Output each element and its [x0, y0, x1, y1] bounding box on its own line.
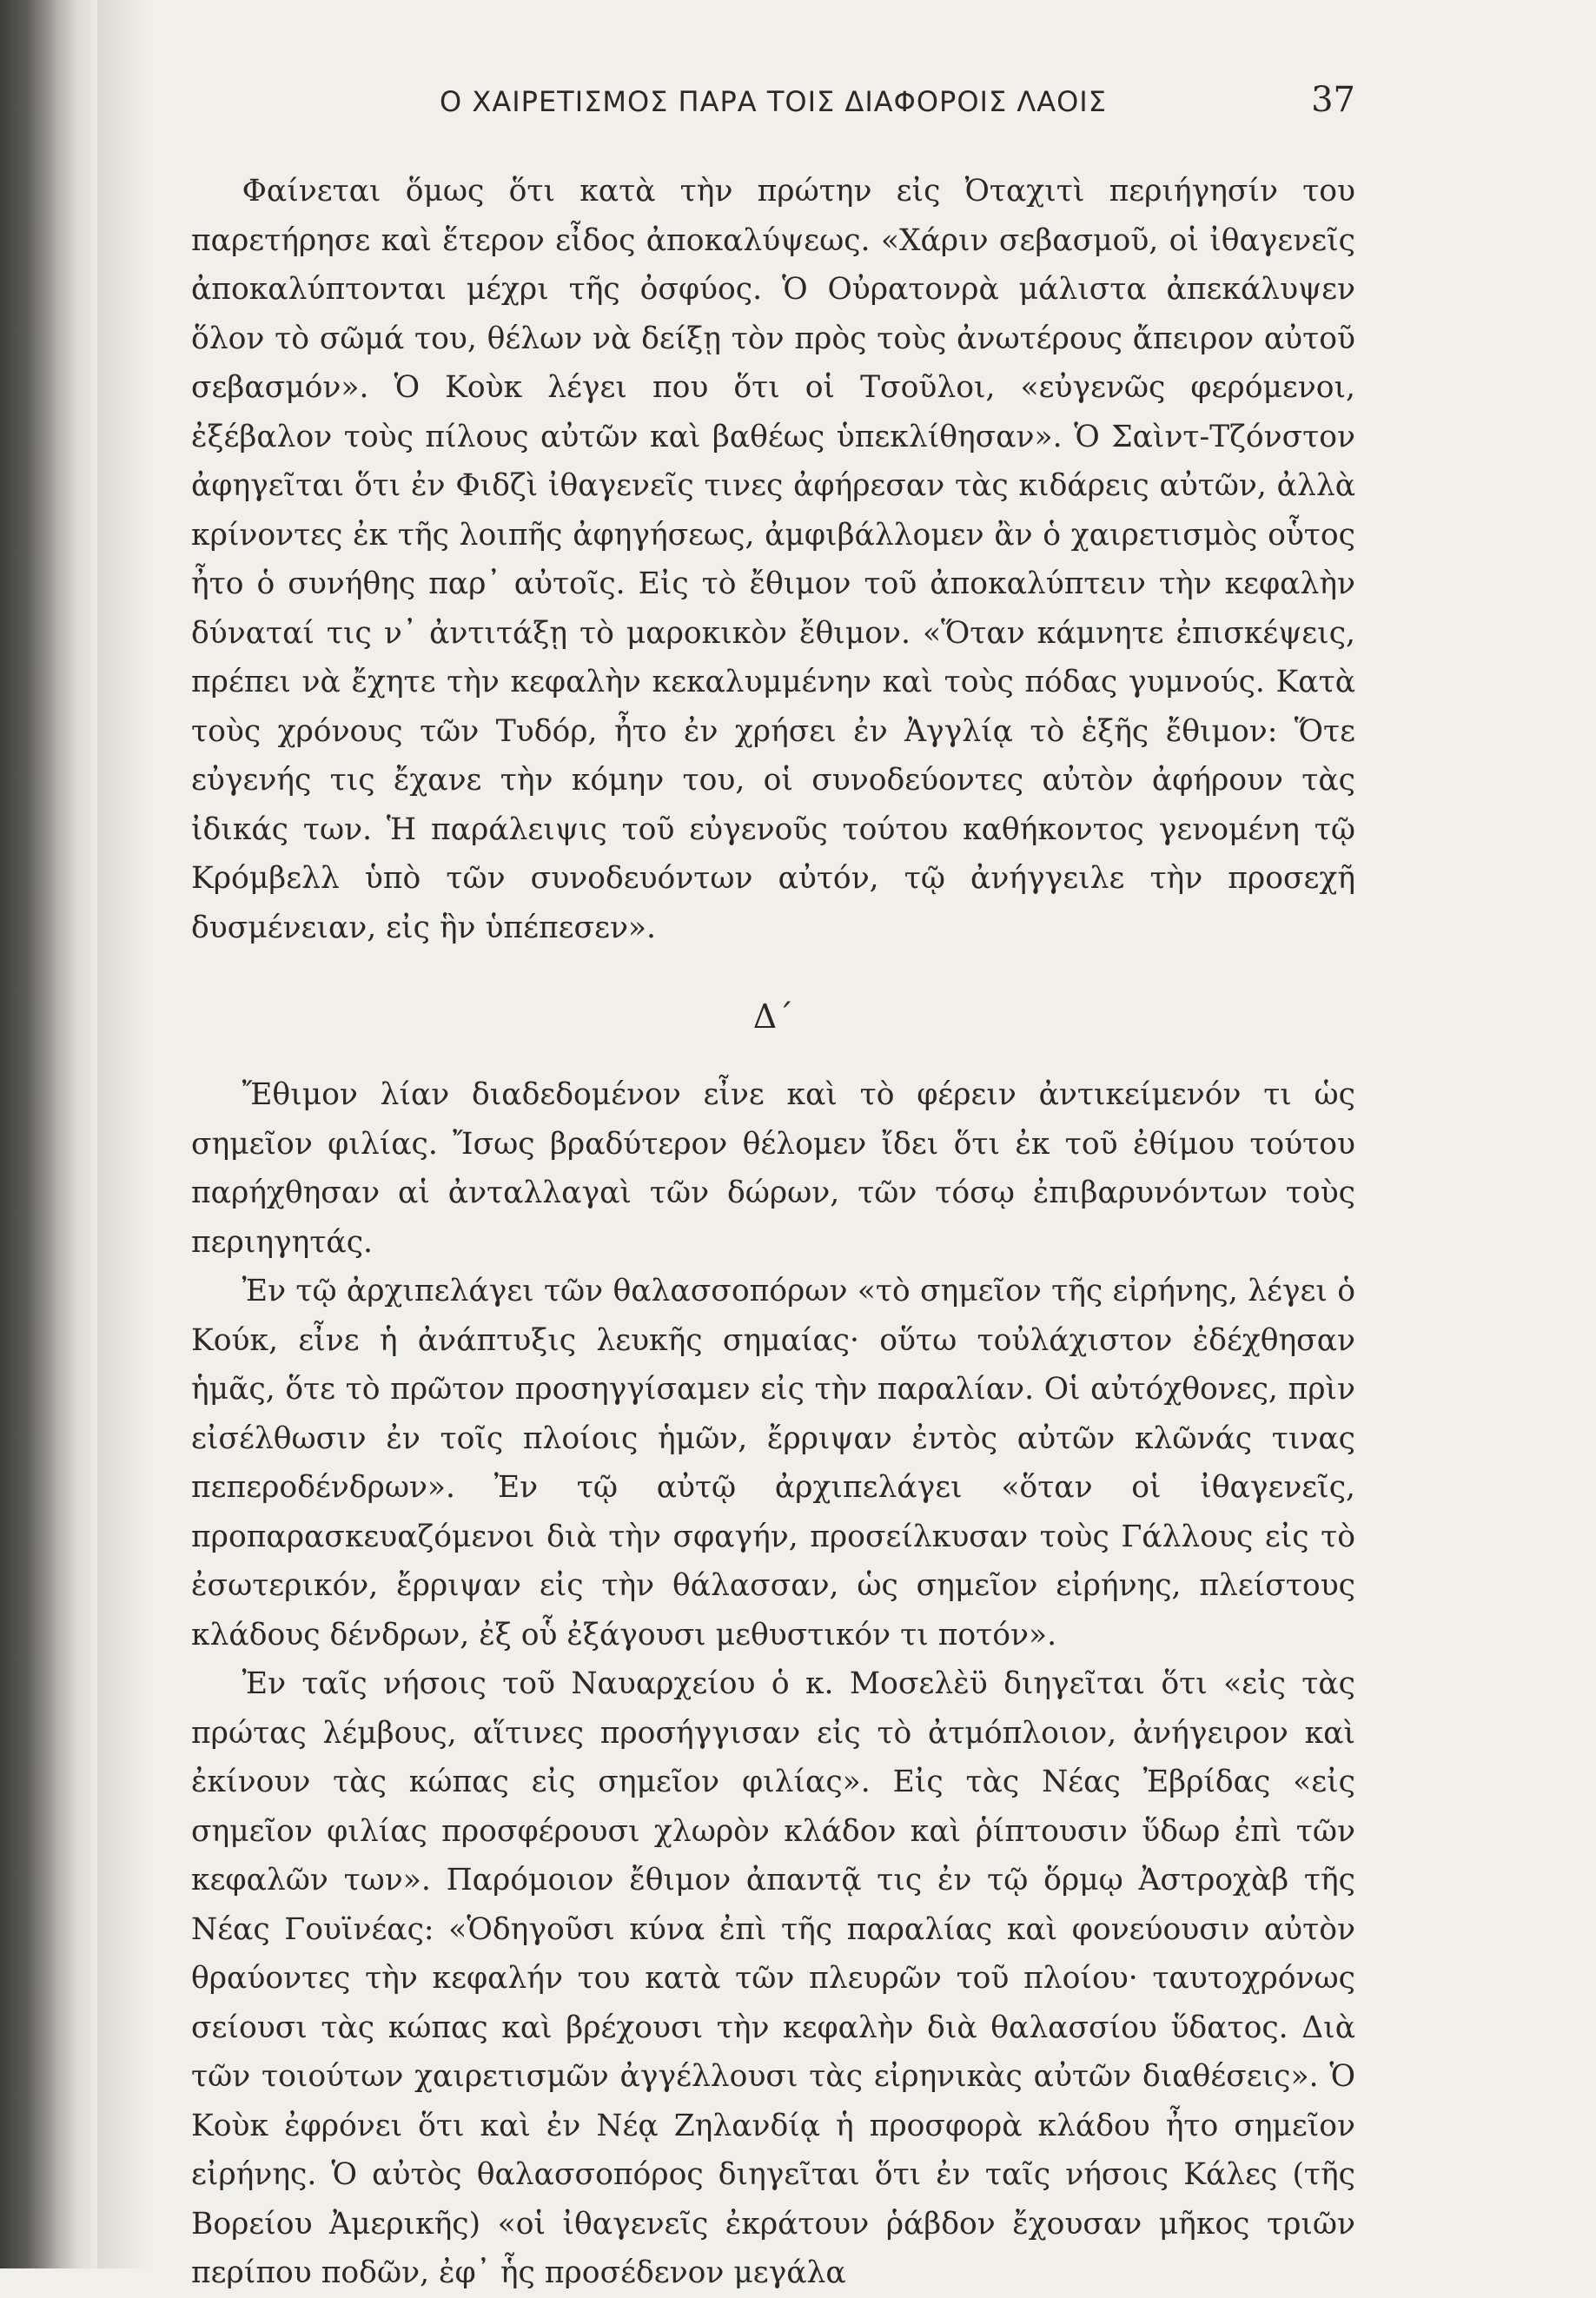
paragraph-3: Ἐν τῷ ἀρχιπελάγει τῶν θαλασσοπόρων «τὸ σημεῖον τῆς εἰρήνης, λέγει ὁ Κούκ, εἶνε ἡ ἀνάπτυξις λευκῆς σημαίας· οὕτω τοὐλάχιστον ἐδέχθησαν ἡμᾶς, ὅτε τὸ πρῶτον προσηγγίσαμεν εἰς τὴν παραλίαν. Οἱ αὐτόχθονες, πρὶν εἰσέλθωσιν ἐν τοῖς πλοίοις ἡμῶν, ἔρριψαν ἐντὸς αὐτῶν κλῶνάς τινας πεπεροδένδρων». Ἐν τῷ αὐτῷ ἀρχιπελάγει «ὅταν οἱ ἰθαγενεῖς, προπαρασκευαζόμενοι διὰ τὴν σφαγήν, προσείλκυσαν τοὺς Γάλλους εἰς τὸ ἐσωτερικόν, ἔρριψαν εἰς τὴν θάλασσαν, ὡς σημεῖον εἰρήνης, πλείστους κλάδους δένδρων, ἐξ οὗ ἐξάγουσι μεθυστικόν τι ποτόν». — [191, 1274, 1355, 1652]
scan-binding-edge — [0, 0, 97, 2268]
running-title: Ο ΧΑΙΡΕΤΙΣΜΟΣ ΠΑΡΑ ΤΟΙΣ ΔΙΑΦΟΡΟΙΣ ΛΑΟΙΣ — [440, 85, 1107, 118]
running-head — [191, 80, 1355, 132]
page-number: 37 — [1311, 80, 1355, 120]
paragraph-2: Ἔθιμον λίαν διαδεδομένον εἶνε καὶ τὸ φέρειν ἀντικείμενόν τι ὡς σημεῖον φιλίας. Ἴσως βραδύτερον θέλομεν ἴδει ὅτι ἐκ τοῦ ἐθίμου τούτου παρήχθησαν αἱ ἀνταλλαγαὶ τῶν δώρων, τῶν τόσῳ ἐπιβαρυνόντων τοὺς περιηγητάς. — [191, 1077, 1355, 1260]
paragraph-1: Φαίνεται ὅμως ὅτι κατὰ τὴν πρώτην εἰς Ὀταχιτὶ περιήγησίν του παρετήρησε καὶ ἕτερον εἶδος ἀποκαλύψεως. «Χάριν σεβασμοῦ, οἱ ἰθαγενεῖς ἀποκαλύπτονται μέχρι τῆς ὀσφύος. Ὁ Οὐρατονρὰ μάλιστα ἀπεκάλυψεν ὅλον τὸ σῶμά του, θέλων νὰ δείξῃ τὸν πρὸς τοὺς ἀνωτέρους ἄπειρον αὐτοῦ σεβασμόν». Ὁ Κοὺκ λέγει που ὅτι οἱ Τσοῦλοι, «εὐγενῶς φερόμενοι, ἐξέβαλον τοὺς πίλους αὐτῶν καὶ βαθέως ὑπεκλίθησαν». Ὁ Σαὶντ-Τζόνστον ἀφηγεῖται ὅτι ἐν Φιδζὶ ἰθαγενεῖς τινες ἀφήρεσαν τὰς κιδάρεις αὐτῶν, ἀλλὰ κρίνοντες ἐκ τῆς λοιπῆς ἀφηγήσεως, ἀμφιβάλλομεν ἂν ὁ χαιρετισμὸς οὗτος ἦτο ὁ συνήθης παρ᾽ αὐτοῖς. Εἰς τὸ ἔθιμον τοῦ ἀποκαλύπτειν τὴν κεφαλὴν δύναταί τις ν᾽ ἀντιτάξῃ τὸ μαροκικὸν ἔθιμον. «Ὅταν κάμνητε ἐπισκέψεις, πρέπει νὰ ἔχητε τὴν κεφαλὴν κεκαλυμμένην καὶ τοὺς πόδας γυμνούς. Κατὰ τοὺς χρόνους τῶν Τυδόρ, ἦτο ἐν χρήσει ἐν Ἀγγλίᾳ τὸ ἑξῆς ἔθιμον: Ὅτε εὐγενής τις ἔχανε τὴν κόμην του, οἱ συνοδεύοντες αὐτὸν ἀφήρουν τὰς ἰδικάς των. Ἡ παράλειψις τοῦ εὐγενοῦς τούτου καθήκοντος γενομένη τῷ Κρόμβελλ ὑπὸ τῶν συνοδευόντων αὐτόν, τῷ ἀνήγγειλε τὴν προσεχῆ δυσμένειαν, εἰς ἣν ὑπέπεσεν». — [191, 174, 1355, 945]
book-page — [191, 80, 1355, 2290]
scan-binding-shadow — [97, 0, 149, 2268]
paragraph-4: Ἐν ταῖς νήσοις τοῦ Ναυαρχείου ὁ κ. Μοσελὲϋ διηγεῖται ὅτι «εἰς τὰς πρώτας λέμβους, αἵτινες προσήγγισαν εἰς τὸ ἀτμόπλοιον, ἀνήγειρον καὶ ἐκίνουν τὰς κώπας εἰς σημεῖον φιλίας». Εἰς τὰς Νέας Ἐβρίδας «εἰς σημεῖον φιλίας προσφέρουσι χλωρὸν κλάδον καὶ ῥίπτουσιν ὕδωρ ἐπὶ τῶν κεφαλῶν των». Παρόμοιον ἔθιμον ἀπαντᾷ τις ἐν τῷ ὅρμῳ Ἀστροχὰβ τῆς Νέας Γουϊνέας: «Ὁδηγοῦσι κύνα ἐπὶ τῆς παραλίας καὶ φονεύουσιν αὐτὸν θραύοντες τὴν κεφαλήν του κατὰ τῶν πλευρῶν τοῦ πλοίου· ταυτοχρόνως σείουσι τὰς κώπας καὶ βρέχουσι τὴν κεφαλὴν διὰ θαλασσίου ὕδατος. Διὰ τῶν τοιούτων χαιρετισμῶν ἀγγέλλουσι τὰς εἰρηνικὰς αὐτῶν διαθέσεις». Ὁ Κοὺκ ἐφρόνει ὅτι καὶ ἐν Νέᾳ Ζηλανδίᾳ ἡ προσφορὰ κλάδου ἦτο σημεῖον εἰρήνης. Ὁ αὐτὸς θαλασσοπόρος διηγεῖται ὅτι ἐν ταῖς νήσοις Κάλες (τῆς Βορείου Ἀμερικῆς) «οἱ ἰθαγενεῖς ἐκράτουν ῥάβδον ἔχουσαν μῆκος τριῶν περίπου ποδῶν, ἐφ᾽ ἧς προσέδενον μεγάλα — [191, 1666, 1355, 2290]
section-mark: Δ΄ — [752, 997, 794, 1036]
